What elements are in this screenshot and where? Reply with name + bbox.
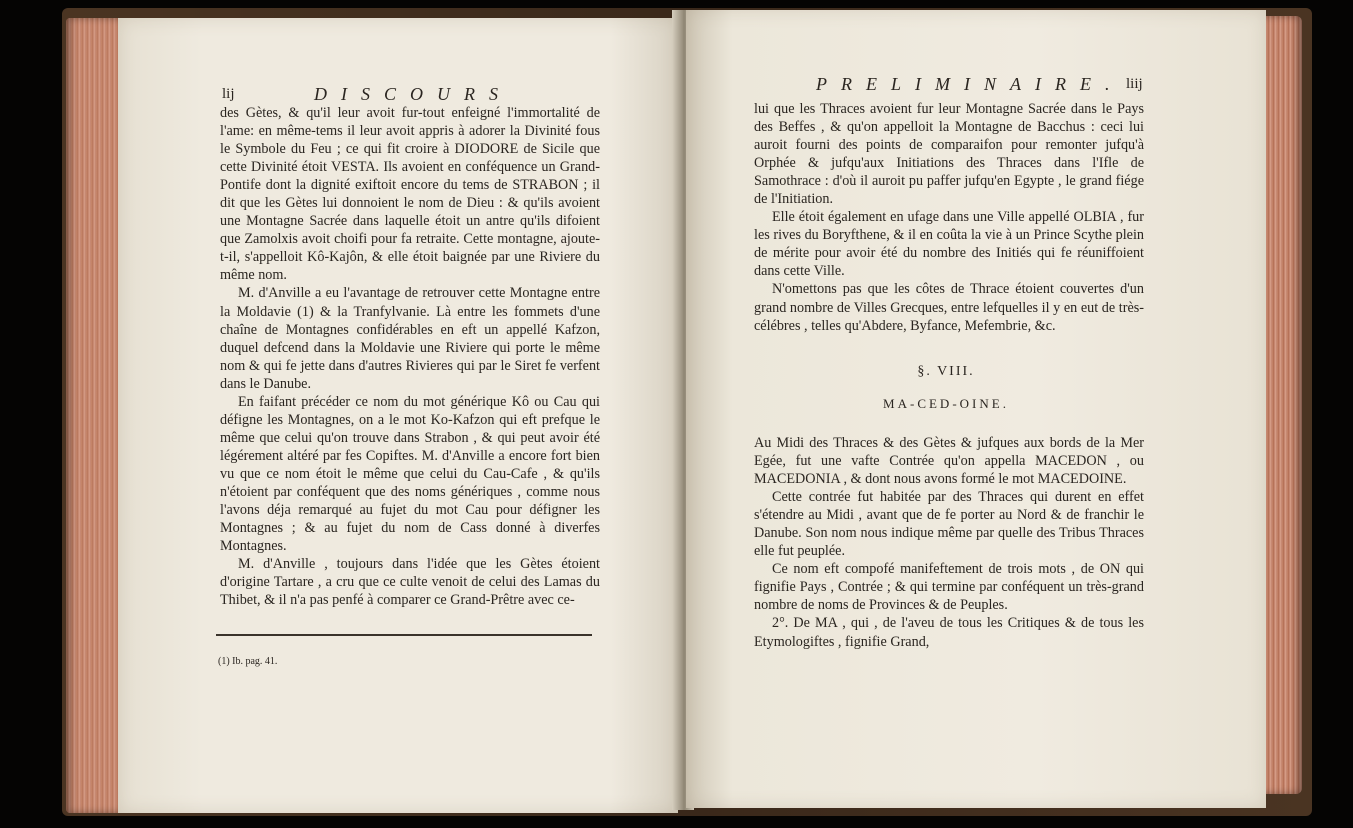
left-paragraph: des Gètes, & qu'il leur avoit fur-tout enfeigné l'immortalité de l'ame: en même-tems il leur avoit appris à adorer la Divinité fous le Symbole du Feu ; ce qui fit croire à DIODORE de Sicile que cette Divinité étoit VESTA. Ils avoient en conféquence un Grand-Pontife dont la dignité exiftoit encore du tems de STRABON ; il dit que les Gètes lui donnoient le nom de Dieu : & qu'ils avoient une Montagne Sacrée dans laquelle étoit un antre qu'ils difoient que Zamolxis avoit choifi pour fa retraite. Cette montagne, ajoute-t-il, s'appelloit Kô-Kajôn, & elle étoit baignée par une Riviere du même nom. [220, 105, 600, 284]
page-edges-left [66, 18, 122, 813]
left-paragraph: M. d'Anville , toujours dans l'idée que les Gètes étoient d'origine Tartare , a cru que ce culte venoit de celui des Lamas du Thibet, & il n'a pas penfé à comparer ce Grand-Prêtre avec ce- [220, 556, 600, 609]
left-body [220, 104, 600, 609]
right-page-number: liij [1126, 76, 1143, 92]
right-running-title: PRELIMINAIRE. [816, 74, 1124, 94]
left-paragraph: En faifant précéder ce nom du mot générique Kô ou Cau qui défigne les Montagnes, on a le mot Ko-Kafzon qui eft prefque le même que celui qu'on trouve dans Strabon , & qui peut avoir été légérement altéré par fes Copiftes. M. d'Anville a encore fort bien vu que ce nom étoit le même que celui du Cau-Cafe , & qu'ils n'étoient par conféquent que des noms génériques , comme nous l'avons déja remarqué au fujet du mot Cau pour défigner les Montagnes ; & au fujet du nom de Cass donné à diverfes Montagnes. [220, 393, 600, 555]
left-paragraph: M. d'Anville a eu l'avantage de retrouver cette Montagne entre la Moldavie (1) & la Tranfylvanie. Là entre les fommets d'une chaîne de Montagnes confidérables en eft un appellé Kafzon, duquel defcend dans la Moldavie une Riviere qui porte le même nom & qui fe jette dans d'autres Rivieres qui par le Siret fe verfent dans le Danube. [220, 285, 600, 392]
section-body [754, 434, 1144, 651]
footnote: (1) Ib. pag. 41. [218, 656, 278, 667]
right-paragraph: N'omettons pas que les côtes de Thrace étoient couvertes d'un grand nombre de Villes Grecques, entre lefquelles il y en eut de très-célébres , telles qu'Abdere, Byfance, Mefembrie, &c. [754, 281, 1144, 334]
left-running-title: DISCOURS [314, 84, 512, 104]
section-title: MA-CED-OINE. [883, 396, 1009, 411]
right-paragraph: lui que les Thraces avoient fur leur Montagne Sacrée dans le Pays des Beffes , & qu'on appelloit la Montagne de Bacchus : ceci lui auroit fourni des points de comparaifon pour remonter jufqu'à Orphée & jufqu'aux Initiations des Thraces dans l'Ifle de Samothrace : d'où il auroit pu paffer jufqu'en Egypte , le grand fiége de l'Initiation. [754, 101, 1144, 208]
section-paragraph: Cette contrée fut habitée par des Thraces qui durent en effet s'étendre au Midi , avant que de fe porter au Nord & de franchir le Danube. Son nom nous indique même par quelle des Tribus Thraces elle fut peuplée. [754, 489, 1144, 560]
right-body [754, 100, 1144, 335]
page-edges-right [1262, 16, 1302, 794]
right-paragraph: Elle étoit également en ufage dans une Ville appellé OLBIA , fur les rives du Boryfthene, & il en coûta la vie à un Prince Scythe plein de mérite pour avoir été du nombre des Initiés qui fe réuniffoient dans cette Ville. [754, 209, 1144, 280]
right-page [686, 10, 1266, 808]
section-number: §. VIII. [917, 364, 975, 379]
left-page [118, 18, 678, 813]
left-page-number: lij [222, 86, 235, 102]
section-paragraph: Au Midi des Thraces & des Gètes & jufques aux bords de la Mer Egée, fut une vafte Contrée qu'on appella MACEDON , ou MACEDONIA , & dont nous avons formé le mot MACEDOINE. [754, 435, 1144, 488]
section-paragraph: 2°. De MA , qui , de l'aveu de tous les Critiques & de tous les Etymologiftes , fignifie Grand, [754, 615, 1144, 650]
section-paragraph: Ce nom eft compofé manifeftement de trois mots , de ON qui fignifie Pays , Contrée ; & qui termine par conféquent un très-grand nombre de noms de Provinces & de Peuples. [754, 561, 1144, 614]
footnote-rule [216, 634, 592, 636]
